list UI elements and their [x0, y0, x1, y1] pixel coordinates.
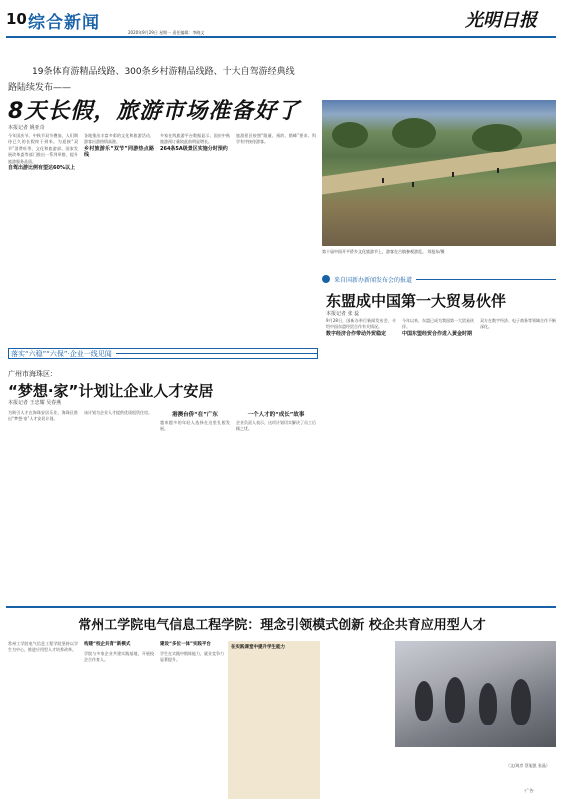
section2-paragraph: 双方在数字经济、电子商务等领域合作不断深化。: [480, 318, 556, 330]
photo-person-shape: [415, 681, 433, 721]
photo-caption-text: 第十届中国开平侨乡文化旅游节上，游客在古镇参观游览。: [322, 249, 426, 254]
section4-label: 构建“校企共育”新模式: [84, 642, 131, 647]
section3-headline: “梦想·家”计划让企业人才安居: [8, 382, 214, 400]
section3-column-1: [8, 410, 78, 602]
section4-column-3: [160, 651, 224, 799]
lead-paragraph: 旅游景区按照“限量、预约、错峰”要求，科学有序接待游客。: [236, 133, 316, 145]
section3-paragraph: 为吸引人才在海珠安居乐业，海珠区推出“梦想·家”人才安居计划。: [8, 410, 78, 422]
section3-tagbar: [8, 348, 318, 359]
newspaper-logo: 光明日报: [465, 10, 537, 31]
section4-label: 建设“多位一体”实践平台: [160, 642, 211, 647]
section4-column-2: [84, 651, 154, 799]
section3-paragraph: 企业负责人表示，这项计划切实解决了员工后顾之忧。: [236, 420, 316, 432]
section3-column-2: [84, 410, 154, 602]
photo-caption: [322, 249, 556, 255]
photo-person-shape: [479, 683, 497, 725]
section3-column-4: [236, 420, 316, 602]
section3-tag: 落实“六稳”“六保”·企业一线见闻: [11, 349, 112, 358]
section4-paragraph: 常州工学院电气信息工程学院坚持以学生为中心，推进应用型人才培养改革。: [8, 641, 78, 653]
section3-paragraph: 该计划为企业人才提供优质租赁住房。: [84, 410, 152, 415]
photo-person-shape: [497, 168, 499, 173]
photo-person-shape: [412, 182, 414, 187]
section2-subhead: 数字经济合作带动外贸稳定: [326, 330, 387, 337]
section2-column-1: [326, 318, 396, 603]
lead-subhead: 自驾出游比例有望达60%以上: [8, 165, 75, 172]
photo-person-shape: [452, 172, 454, 177]
photo-tree-shape: [392, 118, 436, 148]
section3-column-3: [160, 420, 230, 602]
header-rule: [6, 36, 556, 38]
lead-headline: 8天长假，旅游市场准备好了: [8, 99, 301, 124]
badge-text: 来自国新办新闻发布会的报道: [334, 276, 413, 284]
section2-column-3: [480, 318, 556, 603]
section4-column-1: [8, 641, 78, 799]
section-divider: [6, 606, 556, 608]
section3-byline: 本报记者 王忠耀 吴春燕: [8, 400, 62, 406]
section4-box: [228, 641, 320, 799]
lead-paragraph: 今年国庆节、中秋节双节叠加，人们期待已久的长假终于到来。为迎接“双节”消费旺季，文化和旅游部、国家发展改革委等部门推出一系列举措，提升旅游服务品质。: [8, 133, 78, 164]
tag-rule: [116, 353, 317, 354]
photo-tree-shape: [332, 122, 368, 148]
section4-note: （文/周彦 蔡旭凯 张晶）: [506, 763, 550, 768]
lead-paragraph: 各地推出丰富多彩的文化和旅游活动，游客出游热情高涨。: [84, 133, 154, 145]
section3-subtitle: 广州市海珠区：: [8, 370, 57, 378]
section4-box-title: 在实践课堂中提升学生能力: [231, 645, 285, 650]
page-number: 10: [6, 10, 27, 28]
ad-label: ·广告·: [524, 788, 535, 793]
photo-person-shape: [511, 679, 531, 725]
section2-paragraph: 9月28日，国新办举行新闻发布会，介绍中国东盟经贸合作有关情况。: [326, 318, 396, 330]
photo-credit: 刘旭东/摄: [427, 249, 445, 254]
photo-path-shape: [322, 144, 556, 195]
section2-badge: [322, 274, 556, 284]
badge-dot-icon: [322, 275, 330, 283]
photo-tree-shape: [472, 124, 522, 152]
section4-headline: 常州工学院电气信息工程学院：理念引领模式创新 校企共育应用型人才: [78, 618, 486, 633]
section2-headline: 东盟成中国第一大贸易伙伴: [326, 292, 507, 310]
section3-paragraph: 越来越多的年轻人选择在这里扎根发展。: [160, 420, 230, 432]
lead-kicker-line2: 路陆续发布——: [8, 83, 72, 93]
lead-subhead: 264条5A级景区实施分时预约: [160, 145, 228, 152]
lead-column-3: [160, 133, 230, 343]
section4-paragraph: 学生在实践中锻炼能力，就业竞争力显著提升。: [160, 651, 224, 663]
students-photo: [395, 641, 556, 747]
section3-side-heading: 一个人才的“成长”故事: [247, 412, 305, 418]
section2-subhead: 中国东盟经贸合作进入黄金时期: [402, 330, 473, 337]
section2-column-2: [402, 318, 474, 603]
section2-byline: 本报记者 张 蕊: [326, 311, 360, 317]
lead-column-4: [236, 133, 316, 343]
page-header: [0, 0, 563, 40]
section-title: 综合新闻: [28, 13, 100, 33]
lead-paragraph: 多家在线旅游平台数据显示，国庆中秋旅游预订量较此前明显增长。: [160, 133, 230, 145]
date-line: 2020年9月29日 星期一 责任编辑：李晓文: [128, 30, 205, 35]
badge-rule: [416, 279, 556, 280]
photo-person-shape: [382, 178, 384, 183]
lead-subhead: 乡村旅游乐“双节”同游热点路线: [84, 145, 154, 159]
section4-paragraph: 学院与多家企业共建实践基地，开展校企合作育人。: [84, 651, 154, 663]
section2-paragraph: 今年以来，东盟已成为我国第一大贸易伙伴。: [402, 318, 474, 330]
tourism-photo: [322, 100, 556, 246]
lead-byline: 本报记者 姚亚奇: [8, 125, 45, 131]
lead-kicker: 19条体育游精品线路、300条乡村游精品线路、十大自驾游经典线: [32, 67, 295, 77]
section3-side-heading: 港澳台侨“在”广东: [172, 412, 218, 418]
lead-column-1: [8, 133, 78, 343]
photo-person-shape: [445, 677, 465, 723]
lead-column-2: [84, 133, 154, 343]
